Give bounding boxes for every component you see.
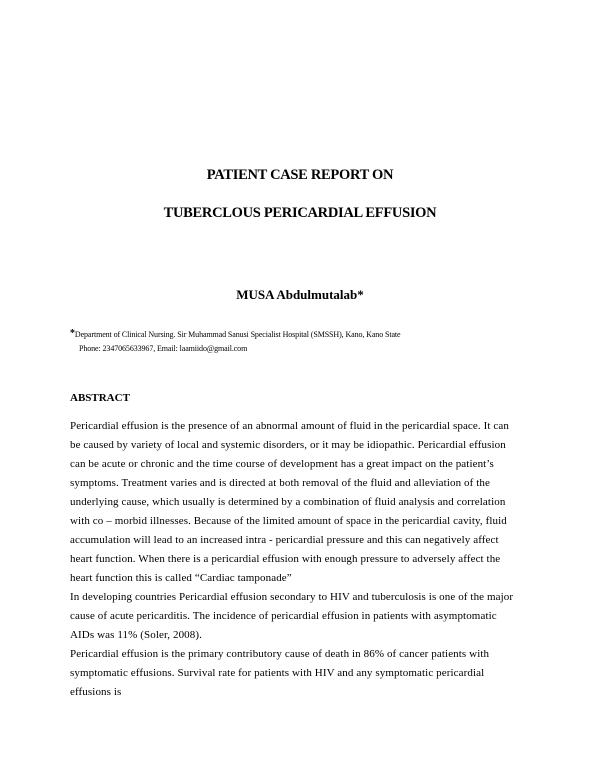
author-name: MUSA Abdulmutalab*	[236, 287, 364, 302]
abstract-line: underlying cause, which usually is determined by a combination of fluid analysis and correlation	[70, 496, 506, 508]
abstract-line: symptomatic effusions. Survival rate for patients with HIV and any symptomatic pericardial	[70, 667, 485, 679]
abstract-line: can be acute or chronic and the time course of development has a great impact on the patient’s	[70, 458, 494, 470]
abstract-line: heart function. When there is a pericardial effusion with enough pressure to adversely affect the	[70, 553, 501, 565]
title-line-1: PATIENT CASE REPORT ON	[206, 167, 394, 183]
abstract-heading: ABSTRACT	[70, 392, 130, 404]
affiliation-line-1	[70, 329, 401, 340]
affiliation-text: Department of Clinical Nursing. Sir Muhammad Sanusi Specialist Hospital (SMSSH), Kano, Kano State	[74, 330, 401, 339]
abstract-line: cause of acute pericarditis. The incidence of pericardial effusion in patients with asymptomatic	[70, 610, 497, 622]
abstract-line: effusions is	[70, 686, 122, 698]
abstract-line: symptoms. Treatment varies and is directed at both removal of the fluid and alleviation of the	[70, 477, 490, 489]
abstract-line: be caused by variety of local and systemic disorders, or it may be idiopathic. Pericardial effusion	[70, 439, 506, 451]
affiliation-marker: *	[70, 328, 75, 339]
title-line-2: TUBERCLOUS PERICARDIAL EFFUSION	[163, 205, 437, 221]
affiliation-line-2: Phone: 2347065633967, Email: laamiido@gmail.com	[79, 344, 248, 353]
abstract-line: with co – morbid illnesses. Because of the limited amount of space in the pericardial cavity, fluid	[70, 515, 507, 527]
abstract-line: heart function this is called “Cardiac tamponade”	[70, 572, 292, 584]
abstract-line: Pericardial effusion is the primary contributory cause of death in 86% of cancer patients with	[70, 648, 490, 660]
abstract-line: Pericardial effusion is the presence of an abnormal amount of fluid in the pericardial space. It can	[70, 420, 509, 432]
abstract-line: AIDs was 11% (Soler, 2008).	[70, 629, 202, 641]
abstract-line: In developing countries Pericardial effusion secondary to HIV and tuberculosis is one of the major	[70, 591, 514, 603]
abstract-line: accumulation will lead to an increased intra - pericardial pressure and this can negatively affect	[70, 534, 499, 546]
